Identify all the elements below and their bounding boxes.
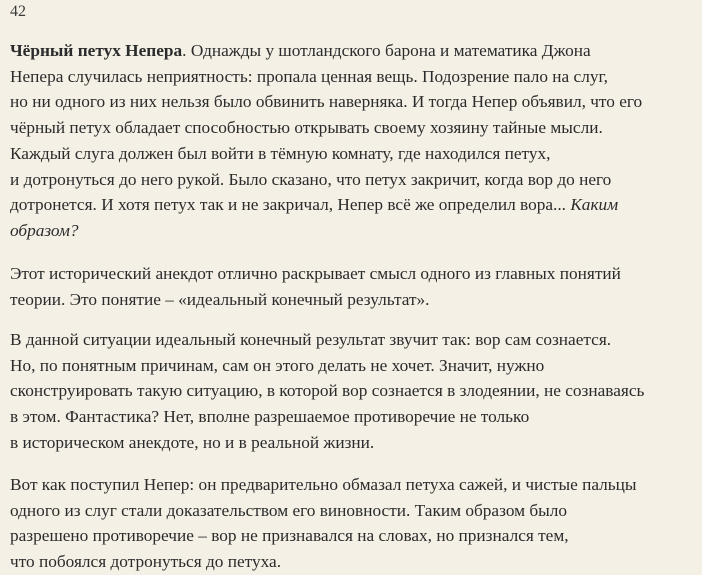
text-line: Но, по понятным причинам, сам он этого делать не хочет. Значит, нужно	[10, 355, 545, 375]
paragraph-ideal-result-concept	[10, 261, 700, 312]
text-line: Этот исторический анекдот отлично раскрывает смысл одного из главных понятий	[10, 264, 621, 283]
text-line: сконструировать такую ситуацию, в которой вор сознается в злодеянии, не сознаваясь	[10, 381, 645, 401]
text-line	[10, 38, 700, 64]
text-line: что побоялся дотронуться до петуха.	[10, 552, 282, 572]
paragraph-napier-solution	[10, 472, 700, 575]
text-line: Непера случилась неприятность: пропала ценная вещь. Подозрение пало на слуг,	[10, 66, 608, 86]
heading-inline: Чёрный петух Непера	[10, 41, 183, 60]
text-line: и дотронуться до него рукой. Было сказано, что петух закричит, когда вор до него	[10, 169, 612, 189]
text-line: Вот как поступил Непер: он предварительно обмазал петуха сажей, и чистые пальцы	[10, 475, 637, 494]
text-line: в этом. Фантастика? Нет, вполне разрешаемое противоречие не только	[10, 407, 530, 427]
text-line	[10, 192, 700, 218]
line-text: . Однажды у шотландского барона и математика Джона	[182, 41, 591, 60]
text-line: но ни одного из них нельзя было обвинить наверняка. И тогда Непер объявил, что его	[10, 92, 643, 112]
line-text: дотронется. И хотя петух так и не закричал, Непер всё же определил вора...	[10, 195, 566, 215]
page-number: 42	[10, 3, 26, 20]
text-line: чёрный петух обладает способностью открывать своему хозяину тайные мысли.	[10, 118, 603, 138]
text-line: Каждый слуга должен был войти в тёмную комнату, где находился петух,	[10, 143, 551, 163]
paragraph-napier-rooster	[10, 38, 700, 244]
text-line: разрешено противоречие – вор не признавался на словах, но признался тем,	[10, 526, 569, 546]
question-italic: Каким	[570, 195, 619, 215]
question-italic: образом?	[10, 220, 79, 240]
paragraph-ideal-result-situation	[10, 327, 700, 456]
text-line: в историческом анекдоте, но и в реальной жизни.	[10, 432, 375, 452]
text-line: теории. Это понятие – «идеальный конечный результат».	[10, 289, 430, 309]
text-line: В данной ситуации идеальный конечный результат звучит так: вор сам сознается.	[10, 330, 612, 349]
text-line: одного из слуг стали доказательством его виновности. Таким образом было	[10, 500, 568, 520]
